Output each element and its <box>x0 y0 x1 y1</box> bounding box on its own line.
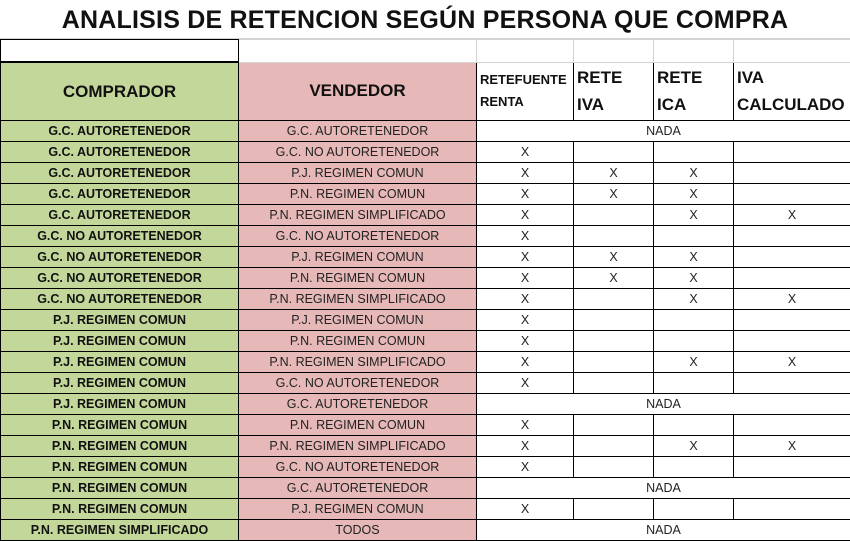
nada-cell[interactable]: NADA <box>477 394 850 415</box>
table-row <box>1 121 850 142</box>
retefuente-cell[interactable]: X <box>477 499 574 520</box>
vendedor-cell[interactable]: G.C. NO AUTORETENEDOR <box>239 142 477 163</box>
empty-cell[interactable] <box>1 40 239 63</box>
reteiva-header-line2: IVA <box>577 95 605 115</box>
retefuente-cell[interactable]: X <box>477 436 574 457</box>
nada-cell[interactable]: NADA <box>477 520 850 541</box>
table-row <box>1 373 850 394</box>
table-row <box>1 205 850 226</box>
vendedor-cell[interactable]: P.N. REGIMEN COMUN <box>239 184 477 205</box>
vendedor-cell[interactable]: TODOS <box>239 520 477 541</box>
reteica-cell[interactable]: X <box>654 184 734 205</box>
table-row <box>1 394 850 415</box>
ivacalc-cell[interactable] <box>734 415 850 436</box>
vendedor-cell[interactable]: G.C. NO AUTORETENEDOR <box>239 373 477 394</box>
vendedor-cell[interactable]: P.N. REGIMEN SIMPLIFICADO <box>239 205 477 226</box>
comprador-cell[interactable]: P.J. REGIMEN COMUN <box>1 394 239 415</box>
ivacalc-cell[interactable] <box>734 184 850 205</box>
comprador-cell[interactable]: P.N. REGIMEN SIMPLIFICADO <box>1 520 239 541</box>
retefuente-cell[interactable]: X <box>477 415 574 436</box>
reteiva-cell[interactable] <box>574 289 654 310</box>
vendedor-cell[interactable]: P.N. REGIMEN SIMPLIFICADO <box>239 352 477 373</box>
ivacalc-header[interactable] <box>734 62 850 121</box>
reteiva-cell[interactable]: X <box>574 184 654 205</box>
retention-table <box>0 39 850 541</box>
ivacalc-cell[interactable] <box>734 457 850 478</box>
retefuente-cell[interactable]: X <box>477 205 574 226</box>
reteiva-cell[interactable]: X <box>574 268 654 289</box>
comprador-cell[interactable]: G.C. NO AUTORETENEDOR <box>1 268 239 289</box>
comprador-cell[interactable]: G.C. AUTORETENEDOR <box>1 205 239 226</box>
reteiva-cell[interactable] <box>574 457 654 478</box>
table-row <box>1 163 850 184</box>
comprador-header[interactable]: COMPRADOR <box>1 62 239 121</box>
vendedor-cell[interactable]: P.N. REGIMEN SIMPLIFICADO <box>239 436 477 457</box>
table-row <box>1 310 850 331</box>
vendedor-cell[interactable]: P.N. REGIMEN SIMPLIFICADO <box>239 289 477 310</box>
ivacalc-cell[interactable]: X <box>734 436 850 457</box>
comprador-cell[interactable]: G.C. AUTORETENEDOR <box>1 142 239 163</box>
spacer-row <box>1 40 850 63</box>
table-row <box>1 331 850 352</box>
retefuente-cell[interactable]: X <box>477 457 574 478</box>
retefuente-cell[interactable]: X <box>477 331 574 352</box>
ivacalc-cell[interactable] <box>734 163 850 184</box>
vendedor-cell[interactable]: G.C. AUTORETENEDOR <box>239 121 477 142</box>
ivacalc-cell[interactable] <box>734 247 850 268</box>
table-row <box>1 247 850 268</box>
reteica-cell[interactable] <box>654 331 734 352</box>
reteiva-header[interactable] <box>574 62 654 121</box>
reteiva-cell[interactable] <box>574 436 654 457</box>
vendedor-header[interactable]: VENDEDOR <box>239 62 477 121</box>
comprador-cell[interactable]: P.N. REGIMEN COMUN <box>1 415 239 436</box>
retefuente-cell[interactable]: X <box>477 310 574 331</box>
ivacalc-header-line1: IVA <box>737 68 765 88</box>
retefuente-cell[interactable]: X <box>477 163 574 184</box>
vendedor-cell[interactable]: G.C. AUTORETENEDOR <box>239 478 477 499</box>
sheet-title: ANALISIS DE RETENCION SEGÚN PERSONA QUE COMPRA <box>0 0 850 39</box>
reteiva-cell[interactable] <box>574 415 654 436</box>
table-row <box>1 226 850 247</box>
empty-cell[interactable] <box>239 40 477 63</box>
table-row <box>1 142 850 163</box>
reteica-header-line2: ICA <box>657 95 687 115</box>
comprador-cell[interactable]: G.C. NO AUTORETENEDOR <box>1 226 239 247</box>
reteica-cell[interactable] <box>654 226 734 247</box>
vendedor-cell[interactable]: P.J. REGIMEN COMUN <box>239 163 477 184</box>
reteica-cell[interactable]: X <box>654 289 734 310</box>
ivacalc-cell[interactable] <box>734 268 850 289</box>
reteica-header-line1: RETE <box>657 68 703 88</box>
reteiva-cell[interactable] <box>574 142 654 163</box>
reteiva-cell[interactable] <box>574 352 654 373</box>
table-row <box>1 415 850 436</box>
retefuente-cell[interactable]: X <box>477 247 574 268</box>
reteiva-header-line1: RETE <box>577 68 623 88</box>
table-row <box>1 268 850 289</box>
retefuente-cell[interactable]: X <box>477 142 574 163</box>
ivacalc-cell[interactable] <box>734 310 850 331</box>
retefuente-cell[interactable]: X <box>477 373 574 394</box>
ivacalc-cell[interactable]: X <box>734 289 850 310</box>
retefuente-header-line2: RENTA <box>480 94 524 110</box>
reteiva-cell[interactable]: X <box>574 247 654 268</box>
comprador-cell[interactable]: P.J. REGIMEN COMUN <box>1 331 239 352</box>
reteica-cell[interactable] <box>654 142 734 163</box>
table-row <box>1 289 850 310</box>
retefuente-cell[interactable]: X <box>477 184 574 205</box>
comprador-cell[interactable]: G.C. AUTORETENEDOR <box>1 121 239 142</box>
comprador-cell[interactable]: P.J. REGIMEN COMUN <box>1 373 239 394</box>
reteica-cell[interactable]: X <box>654 268 734 289</box>
reteiva-cell[interactable] <box>574 499 654 520</box>
table-row <box>1 520 850 541</box>
reteica-cell[interactable] <box>654 310 734 331</box>
vendedor-cell[interactable]: P.N. REGIMEN COMUN <box>239 415 477 436</box>
reteica-cell[interactable] <box>654 499 734 520</box>
comprador-cell[interactable]: G.C. AUTORETENEDOR <box>1 184 239 205</box>
reteiva-cell[interactable] <box>574 310 654 331</box>
reteiva-cell[interactable] <box>574 331 654 352</box>
reteica-cell[interactable]: X <box>654 205 734 226</box>
reteica-header[interactable] <box>654 62 734 121</box>
vendedor-cell[interactable]: P.N. REGIMEN COMUN <box>239 268 477 289</box>
reteiva-cell[interactable] <box>574 226 654 247</box>
reteiva-cell[interactable] <box>574 205 654 226</box>
comprador-cell[interactable]: G.C. AUTORETENEDOR <box>1 163 239 184</box>
retefuente-header[interactable] <box>477 62 574 121</box>
retefuente-cell[interactable]: X <box>477 268 574 289</box>
vendedor-cell[interactable]: G.C. AUTORETENEDOR <box>239 394 477 415</box>
reteica-cell[interactable] <box>654 457 734 478</box>
table-body <box>1 121 850 541</box>
table-row <box>1 499 850 520</box>
vendedor-cell[interactable]: P.J. REGIMEN COMUN <box>239 499 477 520</box>
ivacalc-cell[interactable] <box>734 142 850 163</box>
empty-cell[interactable] <box>654 40 734 63</box>
reteiva-cell[interactable] <box>574 373 654 394</box>
table-row <box>1 184 850 205</box>
table-row <box>1 436 850 457</box>
ivacalc-header-line2: CALCULADO <box>737 95 845 115</box>
table-row <box>1 352 850 373</box>
retefuente-cell[interactable]: X <box>477 289 574 310</box>
reteica-cell[interactable] <box>654 415 734 436</box>
comprador-cell[interactable]: P.J. REGIMEN COMUN <box>1 352 239 373</box>
comprador-cell[interactable]: P.N. REGIMEN COMUN <box>1 499 239 520</box>
comprador-cell[interactable]: P.N. REGIMEN COMUN <box>1 457 239 478</box>
ivacalc-cell[interactable] <box>734 373 850 394</box>
retefuente-header-line1: RETEFUENTE <box>480 72 567 88</box>
ivacalc-cell[interactable]: X <box>734 352 850 373</box>
nada-cell[interactable]: NADA <box>477 478 850 499</box>
retefuente-cell[interactable]: X <box>477 226 574 247</box>
comprador-cell[interactable]: G.C. NO AUTORETENEDOR <box>1 247 239 268</box>
empty-cell[interactable] <box>734 40 850 63</box>
ivacalc-cell[interactable] <box>734 226 850 247</box>
header-row <box>1 62 850 121</box>
empty-cell[interactable] <box>477 40 574 63</box>
reteica-cell[interactable]: X <box>654 163 734 184</box>
comprador-cell[interactable]: P.N. REGIMEN COMUN <box>1 436 239 457</box>
vendedor-cell[interactable]: P.J. REGIMEN COMUN <box>239 247 477 268</box>
comprador-cell[interactable]: P.J. REGIMEN COMUN <box>1 310 239 331</box>
empty-cell[interactable] <box>574 40 654 63</box>
reteica-cell[interactable]: X <box>654 436 734 457</box>
nada-cell[interactable]: NADA <box>477 121 850 142</box>
comprador-cell[interactable]: P.N. REGIMEN COMUN <box>1 478 239 499</box>
table-row <box>1 478 850 499</box>
ivacalc-cell[interactable] <box>734 331 850 352</box>
reteiva-cell[interactable]: X <box>574 163 654 184</box>
reteica-cell[interactable]: X <box>654 247 734 268</box>
retefuente-cell[interactable]: X <box>477 352 574 373</box>
comprador-cell[interactable]: G.C. NO AUTORETENEDOR <box>1 289 239 310</box>
reteica-cell[interactable]: X <box>654 352 734 373</box>
ivacalc-cell[interactable] <box>734 499 850 520</box>
ivacalc-cell[interactable]: X <box>734 205 850 226</box>
reteica-cell[interactable] <box>654 373 734 394</box>
vendedor-cell[interactable]: P.N. REGIMEN COMUN <box>239 331 477 352</box>
vendedor-cell[interactable]: G.C. NO AUTORETENEDOR <box>239 226 477 247</box>
table-row <box>1 457 850 478</box>
vendedor-cell[interactable]: P.J. REGIMEN COMUN <box>239 310 477 331</box>
vendedor-cell[interactable]: G.C. NO AUTORETENEDOR <box>239 457 477 478</box>
